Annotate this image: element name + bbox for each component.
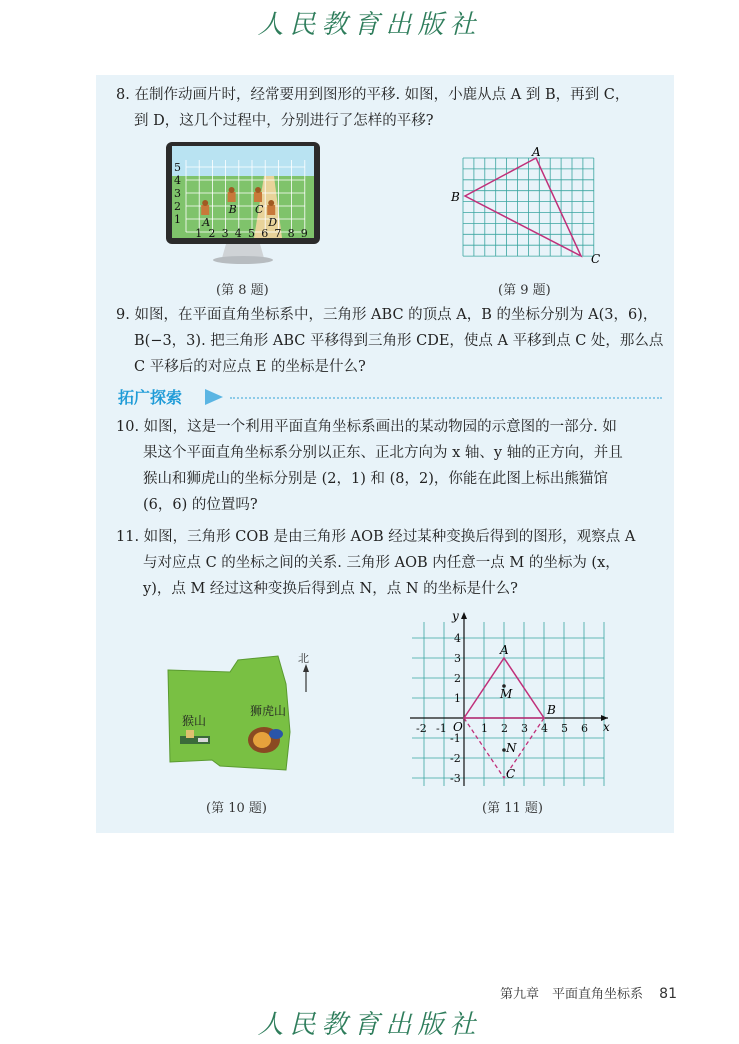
q11-line2: 与对应点 C 的坐标之间的关系. 三角形 AOB 内任意一点 M 的坐标为 (x， xyxy=(143,555,620,571)
q10-line3: 猴山和狮虎山的坐标分别是 (2，1) 和 (8，2)，你能在此图上标出熊猫馆 xyxy=(143,471,608,487)
monitor-stand xyxy=(222,244,264,258)
fig11-x-tick: 1 xyxy=(481,722,488,735)
fig11-coordinate-plane xyxy=(404,606,616,792)
y-axis-arrow-icon xyxy=(461,612,467,619)
label-a: A xyxy=(500,643,509,657)
screen-sky xyxy=(172,146,314,176)
fig11-x-tick: 4 xyxy=(541,722,548,735)
chapter-title: 第九章 平面直角坐标系 xyxy=(500,987,644,1002)
section-divider xyxy=(230,397,662,399)
q10-text xyxy=(116,414,623,518)
fig10-caption: (第 10 题) xyxy=(206,801,267,816)
screen-y-tick: 4 xyxy=(174,174,181,187)
lion-hill-label: 狮虎山 xyxy=(250,704,287,718)
q9-line2: B(−3，3). 把三角形 ABC 平移得到三角形 CDE，使点 A 平移到点 C 处，那么点 xyxy=(134,333,664,349)
q10-line4: (6，6) 的位置吗? xyxy=(143,497,258,513)
screen-y-tick: 1 xyxy=(174,213,181,226)
fig9-label-c: C xyxy=(591,252,601,266)
screen-point-label: A xyxy=(202,216,211,229)
deer-icon xyxy=(254,192,262,202)
q9-text xyxy=(116,302,663,380)
deer-head xyxy=(229,187,235,193)
screen-y-ticks xyxy=(174,161,181,226)
page-footer xyxy=(500,983,677,1002)
screen-x-tick: 4 xyxy=(234,227,242,240)
fig11-y-tick: 4 xyxy=(454,632,461,645)
deer-icon xyxy=(267,205,275,215)
fig9-label-a: A xyxy=(532,146,541,159)
screen-point-label: C xyxy=(255,203,264,216)
deer-head xyxy=(268,200,274,206)
screen-x-tick: 1 xyxy=(195,227,203,240)
label-b: B xyxy=(547,703,556,717)
label-n: N xyxy=(506,741,517,755)
screen-y-tick: 2 xyxy=(174,200,181,213)
label-c: C xyxy=(506,767,516,781)
monkey-hill-label: 猴山 xyxy=(182,714,207,728)
fig11-y-tick: 3 xyxy=(454,652,461,665)
screen-x-tick: 9 xyxy=(300,227,308,240)
screen-x-tick: 6 xyxy=(261,227,269,240)
q8-line1: 8. 在制作动画片时，经常要用到图形的平移. 如图，小鹿从点 A 到 B，再到 C， xyxy=(116,87,630,103)
fig11-y-tick: -1 xyxy=(450,732,461,745)
fig11-y-tick: -3 xyxy=(450,772,461,785)
q11-line3: y)，点 M 经过这种变换后得到点 N，点 N 的坐标是什么? xyxy=(143,581,518,597)
section-arrow-icon xyxy=(203,388,225,406)
x-axis-label: x xyxy=(603,720,610,734)
q11-line1: 11. 如图，三角形 COB 是由三角形 AOB 经过某种变换后得到的图形，观察点 A xyxy=(116,529,636,545)
q9-line3: C 平移后的对应点 E 的坐标是什么? xyxy=(134,359,366,375)
fig11-y-ticks xyxy=(450,632,461,785)
header-logo: 人民教育出版社 xyxy=(257,10,482,40)
deer-icon xyxy=(228,192,236,202)
fig11-x-tick: 5 xyxy=(561,722,568,735)
q8-text xyxy=(116,82,629,134)
fig11-x-tick: -2 xyxy=(416,722,427,735)
monitor-base xyxy=(213,256,273,264)
screen-x-ticks xyxy=(195,227,308,240)
fig9-triangle-abc xyxy=(465,158,581,256)
fig11-x-tick: 6 xyxy=(581,722,588,735)
fig11-x-tick: 2 xyxy=(501,722,508,735)
fig11-caption: (第 11 题) xyxy=(482,801,543,816)
fig11-axes xyxy=(410,616,608,786)
screen-x-tick: 7 xyxy=(274,227,282,240)
fig11-y-tick: 1 xyxy=(454,692,461,705)
deer-head xyxy=(202,200,208,206)
q10-line2: 果这个平面直角坐标系分别以正东、正北方向为 x 轴、y 轴的正方向，并且 xyxy=(143,445,623,461)
fig8-caption: (第 8 题) xyxy=(216,283,269,298)
screen-x-tick: 8 xyxy=(287,227,295,240)
fig11-y-tick: 2 xyxy=(454,672,461,685)
north-label: 北 xyxy=(298,652,309,665)
fig11-y-tick: -2 xyxy=(450,752,461,765)
page-number: 81 xyxy=(659,986,677,1002)
north-arrow-icon xyxy=(303,664,309,672)
screen-x-tick: 5 xyxy=(248,227,255,240)
label-m: M xyxy=(500,687,513,701)
footer-logo: 人民教育出版社 xyxy=(257,1010,482,1040)
deer-head xyxy=(255,187,261,193)
q8-line2: 到 D，这几个过程中，分别进行了怎样的平移? xyxy=(134,113,434,129)
fig11-x-ticks xyxy=(416,722,588,735)
fig8-monitor xyxy=(164,140,324,272)
y-axis-label: y xyxy=(452,609,459,623)
screen-y-tick: 3 xyxy=(174,187,181,200)
screen-x-tick: 3 xyxy=(221,227,229,240)
deer-icon xyxy=(201,205,209,215)
screen-x-tick: 2 xyxy=(208,227,216,240)
q9-line1: 9. 如图，在平面直角坐标系中，三角形 ABC 的顶点 A，B 的坐标分别为 A(3，6)， xyxy=(116,307,658,323)
q10-line1: 10. 如图，这是一个利用平面直角坐标系画出的某动物园的示意图的一部分. 如 xyxy=(116,419,617,435)
screen-y-tick: 5 xyxy=(174,161,181,174)
fig11-x-tick: -1 xyxy=(436,722,447,735)
fig9-label-b: B xyxy=(451,190,460,204)
fig9-caption: (第 9 题) xyxy=(498,283,551,298)
fig10-zoo-map xyxy=(160,650,330,780)
section-title: 拓广探索 xyxy=(118,388,183,407)
fig11-x-tick: 3 xyxy=(521,722,528,735)
q11-text xyxy=(116,524,635,602)
label-o: O xyxy=(453,720,463,734)
fig9-grid-triangle xyxy=(448,146,608,266)
screen-point-label: D xyxy=(268,216,278,229)
screen-point-label: B xyxy=(228,203,237,216)
